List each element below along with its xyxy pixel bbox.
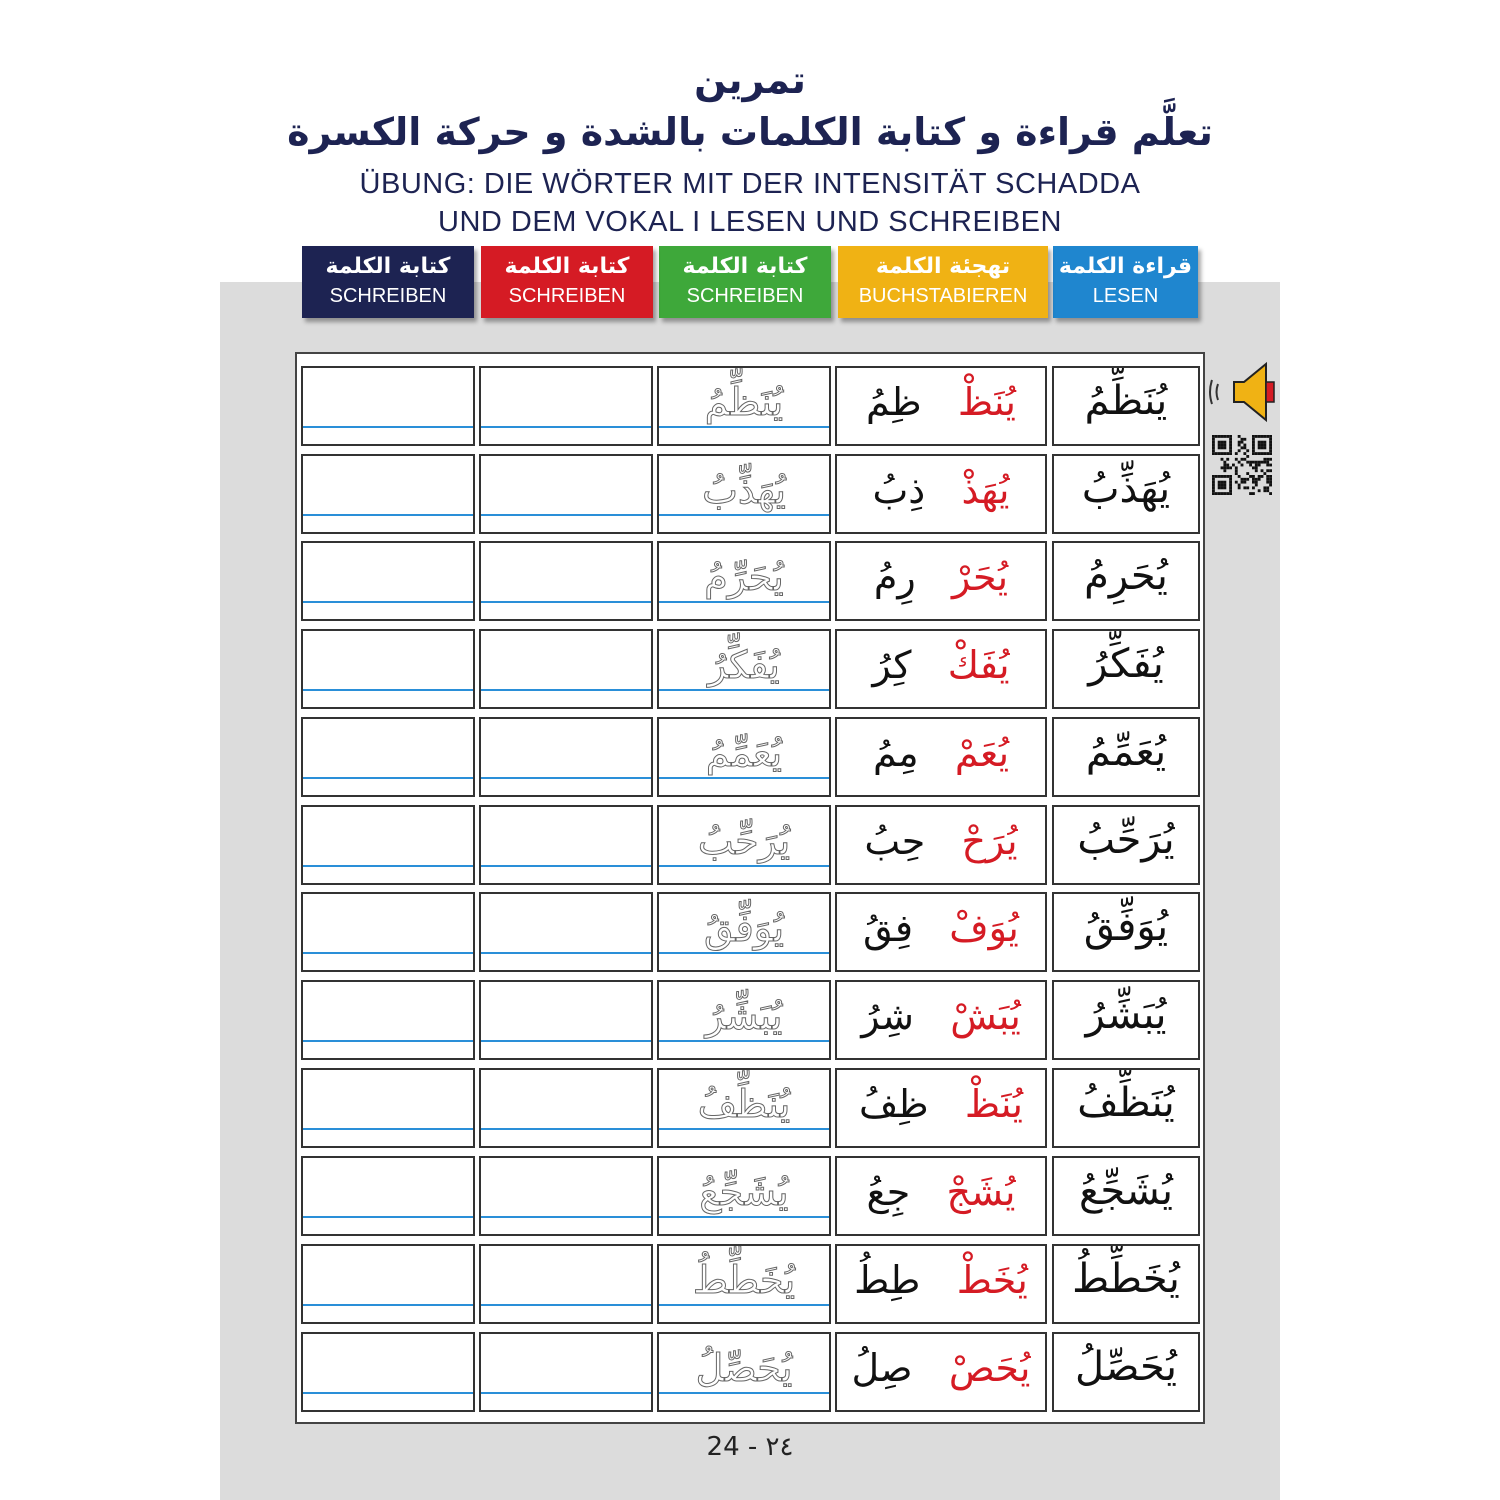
header-write-green-german: SCHREIBEN: [686, 285, 804, 307]
blank-writing-cell[interactable]: [301, 1332, 475, 1412]
table-row: [297, 1068, 1203, 1148]
blank-writing-cell[interactable]: [301, 541, 475, 621]
read-word: يُوَفِّقُ: [1083, 904, 1169, 950]
spell-word-cell: [835, 892, 1047, 972]
writing-baseline: [303, 1392, 473, 1394]
table-row: [297, 1156, 1203, 1236]
spelled-word: [837, 906, 1045, 950]
writing-baseline: [659, 601, 829, 603]
trace-word-cell[interactable]: [657, 629, 831, 709]
trace-word-cell[interactable]: [657, 1068, 831, 1148]
spell-part-2: ظِمُ: [866, 380, 922, 424]
dotted-trace-word: يُخَطِّطُ: [692, 1258, 796, 1302]
spelled-word: [837, 1346, 1045, 1390]
writing-baseline: [481, 1040, 651, 1042]
writing-baseline: [481, 514, 651, 516]
read-word: يُهَذِّبُ: [1081, 466, 1171, 512]
dotted-trace-word: يُرَحِّبُ: [697, 819, 791, 863]
dotted-trace-word: يُشَجِّعُ: [699, 1170, 789, 1214]
blank-writing-cell[interactable]: [479, 1332, 653, 1412]
dotted-trace-word: يُحَرِّمُ: [704, 555, 784, 599]
spell-word-cell: [835, 1332, 1047, 1412]
exercise-table: [295, 352, 1205, 1424]
dotted-trace-word: يُعَمِّمُ: [705, 731, 783, 775]
writing-baseline: [303, 689, 473, 691]
title-arabic-exercise: تمرين: [694, 58, 806, 102]
blank-writing-cell[interactable]: [479, 980, 653, 1060]
spell-part-1: يُخَطْ: [956, 1258, 1028, 1302]
writing-baseline: [481, 1304, 651, 1306]
spell-word-cell: [835, 366, 1047, 446]
blank-writing-cell[interactable]: [301, 454, 475, 534]
trace-word-cell[interactable]: [657, 980, 831, 1060]
read-word: يُحَصِّلُ: [1075, 1344, 1177, 1390]
writing-baseline: [303, 1216, 473, 1218]
read-word-cell: [1052, 366, 1200, 446]
spell-part-1: يُرَحْ: [961, 819, 1018, 863]
writing-baseline: [481, 952, 651, 954]
speaker-icon[interactable]: [1208, 360, 1278, 424]
blank-writing-cell[interactable]: [301, 1068, 475, 1148]
writing-baseline: [659, 865, 829, 867]
spell-word-cell: [835, 454, 1047, 534]
read-word: يُخَطِّطُ: [1072, 1256, 1180, 1302]
header-read: [1053, 246, 1198, 318]
blank-writing-cell[interactable]: [301, 1244, 475, 1324]
writing-baseline: [481, 1392, 651, 1394]
writing-baseline: [481, 601, 651, 603]
spell-part-2: ذِبُ: [872, 468, 926, 512]
writing-baseline: [481, 426, 651, 428]
table-row: [297, 629, 1203, 709]
blank-writing-cell[interactable]: [301, 1156, 475, 1236]
writing-baseline: [303, 514, 473, 516]
header-spell-arabic: تهجئة الكلمة: [875, 254, 1011, 279]
blank-writing-cell[interactable]: [301, 980, 475, 1060]
blank-writing-cell[interactable]: [479, 454, 653, 534]
blank-writing-cell[interactable]: [301, 892, 475, 972]
blank-writing-cell[interactable]: [479, 892, 653, 972]
table-row: [297, 980, 1203, 1060]
blank-writing-cell[interactable]: [479, 1244, 653, 1324]
header-read-german: LESEN: [1092, 285, 1159, 307]
table-row: [297, 1332, 1203, 1412]
spell-word-cell: [835, 1068, 1047, 1148]
table-row: [297, 541, 1203, 621]
blank-writing-cell[interactable]: [301, 629, 475, 709]
header-write-red-german: SCHREIBEN: [508, 285, 626, 307]
trace-word-cell[interactable]: [657, 717, 831, 797]
read-word: يُنَظِّمُ: [1084, 378, 1168, 424]
read-word: يُعَمِّمُ: [1085, 729, 1167, 775]
dotted-trace-word: يُبَشِّرُ: [705, 994, 783, 1038]
writing-baseline: [303, 1040, 473, 1042]
spell-part-1: يُنَظْ: [964, 1082, 1023, 1126]
trace-word-cell[interactable]: [657, 1156, 831, 1236]
blank-writing-cell[interactable]: [479, 541, 653, 621]
header-write-navy-arabic: كتابة الكلمة: [325, 254, 451, 279]
spell-part-1: يُشَجْ: [946, 1170, 1016, 1214]
writing-baseline: [481, 777, 651, 779]
read-word: يُحَرِمُ: [1084, 553, 1168, 599]
spell-part-1: يُوَفْ: [949, 906, 1019, 950]
read-word-cell: [1052, 1156, 1200, 1236]
spelled-word: [837, 1170, 1045, 1214]
title-german-line1: ÜBUNG: DIE WÖRTER MIT DER INTENSITÄT SCHADDA: [359, 168, 1141, 200]
spelled-word: [837, 819, 1045, 863]
read-word-cell: [1052, 1244, 1200, 1324]
writing-baseline: [303, 865, 473, 867]
read-word-cell: [1052, 892, 1200, 972]
writing-baseline: [659, 952, 829, 954]
blank-writing-cell[interactable]: [301, 366, 475, 446]
blank-writing-cell[interactable]: [301, 717, 475, 797]
spell-part-2: طِطُ: [854, 1258, 921, 1302]
read-word-cell: [1052, 541, 1200, 621]
spell-word-cell: [835, 717, 1047, 797]
header-write-navy: [302, 246, 474, 318]
spell-part-2: مِمُ: [872, 731, 919, 775]
trace-word-cell[interactable]: [657, 454, 831, 534]
writing-baseline: [303, 1304, 473, 1306]
blank-writing-cell[interactable]: [301, 805, 475, 885]
read-word-cell: [1052, 980, 1200, 1060]
spell-part-1: يُبَشْ: [950, 994, 1021, 1038]
spell-part-2: كِرُ: [872, 643, 912, 687]
writing-baseline: [659, 426, 829, 428]
header-read-arabic: قراءة الكلمة: [1058, 254, 1193, 279]
writing-baseline: [481, 865, 651, 867]
read-word-cell: [1052, 629, 1200, 709]
spell-part-2: صِلُ: [851, 1346, 913, 1390]
spell-part-1: يُحَرْ: [952, 555, 1009, 599]
trace-word-cell[interactable]: [657, 541, 831, 621]
read-word: يُفَكِّرُ: [1088, 641, 1164, 687]
trace-word-cell[interactable]: [657, 366, 831, 446]
header-write-green: [659, 246, 831, 318]
writing-baseline: [303, 426, 473, 428]
spell-part-2: جِعُ: [866, 1170, 911, 1214]
header-spell-german: BUCHSTABIEREN: [858, 285, 1028, 307]
header-write-red: [481, 246, 653, 318]
table-row: [297, 805, 1203, 885]
dotted-trace-word: يُوَفِّقُ: [703, 906, 785, 950]
read-word-cell: [1052, 454, 1200, 534]
title-german-line2: UND DEM VOKAL I LESEN UND SCHREIBEN: [438, 206, 1062, 238]
spelled-word: [837, 1258, 1045, 1302]
spell-part-1: يُعَمْ: [954, 731, 1010, 775]
writing-baseline: [481, 1128, 651, 1130]
spell-part-1: يُنَظْ: [957, 380, 1016, 424]
writing-baseline: [481, 1216, 651, 1218]
trace-word-cell[interactable]: [657, 805, 831, 885]
spelled-word: [837, 555, 1045, 599]
dotted-trace-word: يُفَكِّرُ: [708, 643, 780, 687]
dotted-trace-word: يُنَظِّفُ: [697, 1082, 791, 1126]
read-word-cell: [1052, 1068, 1200, 1148]
spell-word-cell: [835, 629, 1047, 709]
table-row: [297, 366, 1203, 446]
writing-baseline: [303, 601, 473, 603]
writing-baseline: [303, 952, 473, 954]
blank-writing-cell[interactable]: [479, 1156, 653, 1236]
spell-part-2: فِقُ: [863, 906, 913, 950]
header-write-red-arabic: كتابة الكلمة: [504, 254, 630, 279]
table-row: [297, 454, 1203, 534]
header-spell: [838, 246, 1048, 318]
spell-word-cell: [835, 980, 1047, 1060]
blank-writing-cell[interactable]: [479, 717, 653, 797]
read-word-cell: [1052, 717, 1200, 797]
read-word: يُرَحِّبُ: [1077, 817, 1175, 863]
writing-baseline: [303, 1128, 473, 1130]
dotted-trace-word: يُنَظِّمُ: [704, 380, 784, 424]
writing-baseline: [481, 689, 651, 691]
spell-part-2: حِبُ: [864, 819, 926, 863]
page-number: 24 - ٢٤: [706, 1432, 794, 1462]
spelled-word: [837, 380, 1045, 424]
writing-baseline: [303, 777, 473, 779]
writing-baseline: [659, 777, 829, 779]
blank-writing-cell[interactable]: [479, 805, 653, 885]
spell-word-cell: [835, 1156, 1047, 1236]
spell-word-cell: [835, 1244, 1047, 1324]
table-row: [297, 892, 1203, 972]
writing-baseline: [659, 1304, 829, 1306]
trace-word-cell[interactable]: [657, 892, 831, 972]
writing-baseline: [659, 1128, 829, 1130]
writing-baseline: [659, 1040, 829, 1042]
spell-part-1: يُهَذْ: [961, 468, 1010, 512]
header-write-green-arabic: كتابة الكلمة: [682, 254, 808, 279]
read-word: يُشَجِّعُ: [1079, 1168, 1173, 1214]
spell-word-cell: [835, 541, 1047, 621]
writing-baseline: [659, 1216, 829, 1218]
title-arabic-description: تعلَّم قراءة و كتابة الكلمات بالشدة و حركة الكسرة: [287, 110, 1213, 154]
writing-baseline: [659, 689, 829, 691]
read-word: يُنَظِّفُ: [1077, 1080, 1175, 1126]
column-headers: [0, 246, 1500, 318]
spelled-word: [837, 994, 1045, 1038]
dotted-trace-word: يُهَذِّبُ: [702, 468, 786, 512]
spell-part-1: يُحَصْ: [948, 1346, 1031, 1390]
read-word-cell: [1052, 1332, 1200, 1412]
spell-part-2: رِمُ: [873, 555, 916, 599]
read-word-cell: [1052, 805, 1200, 885]
qr-code-icon[interactable]: [1212, 435, 1272, 495]
table-row: [297, 1244, 1203, 1324]
blank-writing-cell[interactable]: [479, 629, 653, 709]
writing-baseline: [659, 514, 829, 516]
blank-writing-cell[interactable]: [479, 1068, 653, 1148]
header-write-navy-german: SCHREIBEN: [329, 285, 447, 307]
spelled-word: [837, 731, 1045, 775]
spelled-word: [837, 468, 1045, 512]
spell-part-1: يُفَكْ: [947, 643, 1010, 687]
trace-word-cell[interactable]: [657, 1332, 831, 1412]
writing-baseline: [659, 1392, 829, 1394]
read-word: يُبَشِّرُ: [1085, 992, 1167, 1038]
spelled-word: [837, 1082, 1045, 1126]
spell-word-cell: [835, 805, 1047, 885]
table-row: [297, 717, 1203, 797]
spell-part-2: ظِفُ: [859, 1082, 929, 1126]
dotted-trace-word: يُحَصِّلُ: [695, 1346, 793, 1390]
blank-writing-cell[interactable]: [479, 366, 653, 446]
spell-part-2: شِرُ: [861, 994, 915, 1038]
spelled-word: [837, 643, 1045, 687]
trace-word-cell[interactable]: [657, 1244, 831, 1324]
